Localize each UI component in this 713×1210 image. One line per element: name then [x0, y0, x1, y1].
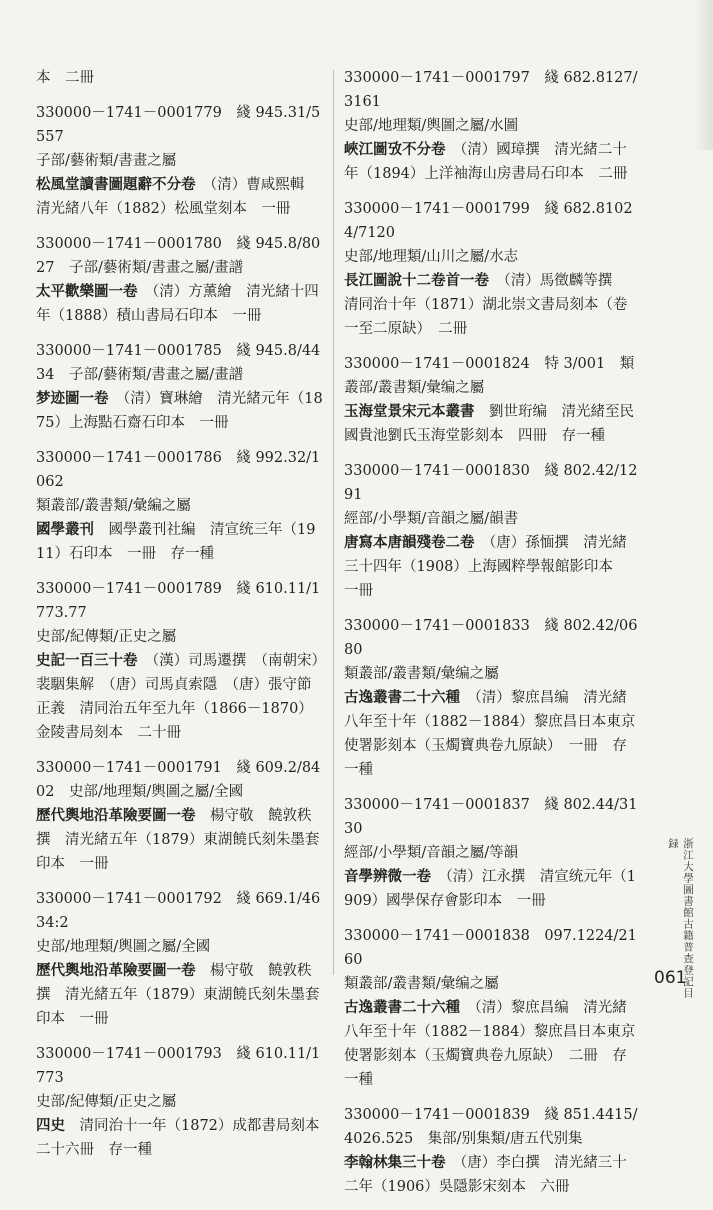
entry-title: 峽江圖攷不分卷: [344, 142, 446, 158]
column-divider: [333, 70, 334, 975]
entry-title: 松風堂讀書圖題辭不分卷: [36, 177, 196, 193]
catalog-entry: [36, 1042, 334, 1162]
entry-classification-line: 子部/藝術類/書畫之屬: [36, 153, 177, 169]
entry-details: （清）曹咸熙輯 清光緒八年（1882）松風堂刻本 一冊: [36, 177, 319, 217]
entry-description: [344, 996, 640, 1092]
catalog-entry: [36, 232, 324, 328]
catalog-entry: [36, 339, 324, 435]
entry-classification-line: 史部/紀傳類/正史之屬: [36, 629, 177, 645]
entry-classification-line: 史部/地理類/輿圖之屬/全國: [36, 939, 211, 955]
entry-description: [36, 959, 324, 1031]
entry-classification-line: 史部/地理類/山川之屬/水志: [344, 249, 519, 265]
continued-entry-tail: [36, 66, 324, 90]
entry-classification-line: 330000－1741－0001799 綫 682.81024/7120: [344, 201, 633, 241]
entry-details: （唐）孫愐撰 清光緒三十四年（1908）上海國粹學報館影印本 一冊: [344, 535, 628, 599]
entry-description: [344, 865, 640, 913]
entry-description: [36, 173, 324, 221]
side-running-title: 浙江大學圖書館古籍普查登記目録: [667, 838, 694, 999]
catalog-entry: [344, 197, 640, 341]
catalog-entry: [36, 101, 324, 221]
entry-classification-line: 330000－1741－0001797 綫 682.8127/3161: [344, 70, 638, 110]
catalog-entry: [344, 793, 640, 913]
entry-details: 楊守敬 饒敦秩撰 清光緒五年（1879）東湖饒氏刻朱墨套印本 一冊: [36, 963, 320, 1027]
entry-classification-line: 330000－1741－0001786 綫 992.32/1062: [36, 450, 321, 490]
entry-classification-line: 330000－1741－0001833 綫 802.42/0680: [344, 618, 638, 658]
entry-details: （清）江永撰 清宣统元年（1909）國學保存會影印本 一冊: [344, 869, 636, 909]
entry-classification-line: 史部/紀傳類/正史之屬: [36, 1094, 177, 1110]
entry-description: [36, 1114, 334, 1162]
entry-title: 太平歡樂圖一卷: [36, 284, 138, 300]
entry-classification-line: 330000－1741－0001830 綫 802.42/1291: [344, 463, 638, 503]
entry-title: 國學叢刊: [36, 522, 94, 538]
entry-title: 唐寫本唐韻殘卷二卷: [344, 535, 475, 551]
entry-details: 劉世珩编 清光緒至民國貴池劉氏玉海堂影刻本 四冊 存一種: [344, 404, 634, 444]
entry-title: 史記一百三十卷: [36, 653, 138, 669]
entry-description: [344, 1151, 640, 1199]
entry-classification-line: 類叢部/叢書類/彙编之屬: [344, 666, 499, 682]
entry-classification-line: 330000－1741－0001838 097.1224/2160: [344, 928, 637, 968]
entry-title: 四史: [36, 1118, 65, 1134]
entry-details: （漢）司馬遷撰 （南朝宋）裴駰集解 （唐）司馬貞索隱 （唐）張守節正義 清同治五年至九年（1866－1870）金陵書局刻本 二十冊: [36, 653, 319, 741]
page-number: 061: [654, 968, 687, 988]
entry-details: （清）國璋撰 清光緒二十年（1894）上洋袖海山房書局石印本 二冊: [344, 142, 628, 182]
entry-classification-line: 類叢部/叢書類/彙编之屬: [344, 976, 499, 992]
left-column: [36, 66, 334, 1173]
entry-classification-line: 330000－1741－0001792 綫 669.1/4634:2: [36, 891, 321, 931]
entry-details: 楊守敬 饒敦秩撰 清光緒五年（1879）東湖饒氏刻朱墨套印本 一冊: [36, 808, 320, 872]
entry-description: [344, 138, 640, 186]
left-entry-list: [36, 101, 334, 1162]
catalog-entry: [344, 66, 640, 186]
entry-classification-line: 330000－1741－0001837 綫 802.44/3130: [344, 797, 638, 837]
entry-title: 音學辨微一卷: [344, 869, 431, 885]
catalog-entry: [36, 887, 324, 1031]
catalog-entry: [344, 614, 640, 782]
entry-details: （清）馬徵麟等撰 清同治十年（1871）湖北崇文書局刻本（卷一至二原缺） 二冊: [344, 273, 628, 337]
entry-title: 古逸叢書二十六種: [344, 1000, 460, 1016]
catalog-entry: [344, 1103, 640, 1199]
page-edge-shadow: [693, 0, 713, 150]
entry-details: 國學叢刊社編 清宣统三年（1911）石印本 一冊 存一種: [36, 522, 316, 562]
entry-title: 古逸叢書二十六種: [344, 690, 460, 706]
entry-classification-line: 330000－1741－0001791 綫 609.2/8402 史部/地理類/輿圖之屬/全國: [36, 760, 321, 800]
entry-title: 梦迹圖一卷: [36, 391, 109, 407]
entry-title: 歷代輿地沿革險要圖一卷: [36, 808, 196, 824]
entry-title: 歷代輿地沿革險要圖一卷: [36, 963, 196, 979]
catalog-entry: [344, 459, 640, 603]
entry-classification-line: 330000－1741－0001793 綫 610.11/1773: [36, 1046, 321, 1086]
entry-classification-line: 330000－1741－0001839 綫 851.4415/4026.525 集部/别集類/唐五代别集: [344, 1107, 638, 1147]
continued-text: 本 二冊: [36, 70, 94, 86]
entry-description: [36, 649, 324, 745]
catalog-entry: [36, 756, 324, 876]
entry-description: [344, 269, 640, 341]
entry-title: 李翰林集三十卷: [344, 1155, 446, 1171]
entry-details: （唐）李白撰 清光緒三十二年（1906）吳隱影宋刻本 六冊: [344, 1155, 627, 1195]
entry-details: （清）寶琳繪 清光緒元年（1875）上海點石齋石印本 一冊: [36, 391, 323, 431]
entry-classification-line: 330000－1741－0001780 綫 945.8/8027 子部/藝術類/書畫之屬/畫譜: [36, 236, 321, 276]
entry-classification-line: 330000－1741－0001789 綫 610.11/1773.77: [36, 581, 321, 621]
right-entry-list: [344, 66, 640, 1199]
entry-classification-line: 330000－1741－0001824 特 3/001 類叢部/叢書類/彙编之屬: [344, 356, 635, 396]
entry-description: [36, 804, 324, 876]
entry-classification-line: 類叢部/叢書類/彙編之屬: [36, 498, 191, 514]
entry-details: （清）黎庶昌编 清光緒八年至十年（1882－1884）黎庶昌日本東京使署影刻本（玉燭寶典卷九原缺） 一冊 存一種: [344, 690, 636, 778]
entry-classification-line: 經部/小學類/音韻之屬/韻書: [344, 511, 519, 527]
catalog-entry: [36, 446, 324, 566]
entry-title: 玉海堂景宋元本叢書: [344, 404, 475, 420]
entry-classification-line: 330000－1741－0001785 綫 945.8/4434 子部/藝術類/書畫之屬/畫譜: [36, 343, 321, 383]
entry-title: 長江圖說十二卷首一卷: [344, 273, 489, 289]
entry-classification-line: 330000－1741－0001779 綫 945.31/5557: [36, 105, 321, 145]
entry-description: [344, 531, 640, 603]
entry-details: 清同治十一年（1872）成都書局刻本 二十六冊 存一種: [36, 1118, 334, 1158]
entry-description: [36, 387, 324, 435]
entry-classification-line: 史部/地理類/輿圖之屬/水圖: [344, 118, 519, 134]
catalog-entry: [36, 577, 324, 745]
entry-details: （清）方薰繪 清光緒十四年（1888）積山書局石印本 一冊: [36, 284, 319, 324]
entry-description: [36, 280, 324, 328]
entry-description: [344, 400, 640, 448]
entry-details: （清）黎庶昌编 清光緒八年至十年（1882－1884）黎庶昌日本東京使署影刻本（玉燭寶典卷九原缺） 二冊 存一種: [344, 1000, 636, 1088]
catalog-entry: [344, 924, 640, 1092]
entry-classification-line: 經部/小學類/音韻之屬/等韻: [344, 845, 519, 861]
right-column: [344, 66, 640, 1210]
entry-description: [36, 518, 324, 566]
catalog-entry: [344, 352, 640, 448]
entry-description: [344, 686, 640, 782]
